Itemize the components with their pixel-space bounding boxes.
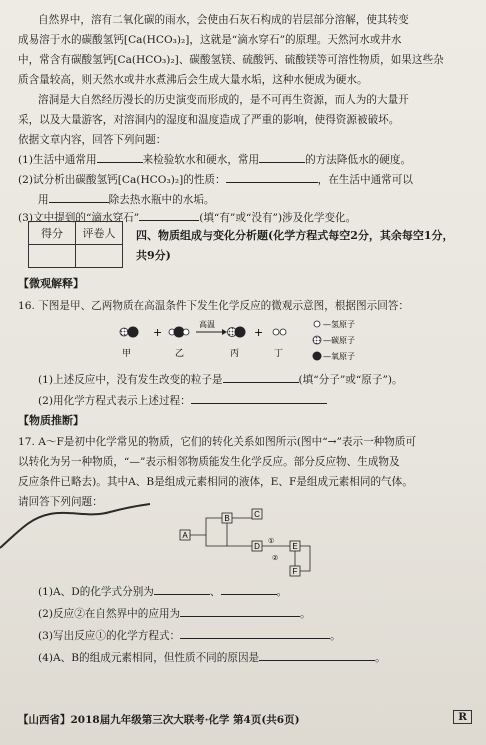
carbon-atom-icon [313, 336, 321, 344]
svg-text:—氢原子: —氢原子 [323, 320, 355, 329]
q16-stem: 16. 下图是甲、乙两物质在高温条件下发生化学反应的微观示意图，根据图示回答： [18, 300, 409, 312]
score-label: 得分 [29, 222, 76, 245]
q15-part3: (3)文中提到的“滴水穿石” (填“有”或“没有”)涉及化学变化。 [18, 208, 472, 228]
molecule-yi [169, 327, 189, 338]
answer-blank[interactable] [49, 190, 109, 203]
reaction-condition: 高温 [199, 320, 215, 329]
plus-sign: + [153, 326, 163, 339]
score-box [28, 221, 123, 268]
passage-line: 质含量较高，则天然水或井水煮沸后会生成大量水垢，这种水便成为硬水。 [18, 74, 368, 86]
answer-blank[interactable] [191, 391, 327, 404]
passage-line: 自然界中，溶有二氧化碳的雨水，会使由石灰石构成的岩层部分溶解，使其转变 [38, 14, 409, 26]
label-bing: 丙 [230, 349, 240, 359]
grader-label: 评卷人 [76, 222, 123, 245]
molecule-bing [228, 327, 246, 338]
q15-part2-cont: 用 除去热水瓶中的水垢。 [38, 190, 472, 210]
q15-part2: (2)试分析出碳酸氢钙[Ca(HCO₃)₂]的性质： ，在生活中通常可以 [18, 170, 472, 190]
footer-text: 【山西省】2018届九年级第三次大联考·化学 第4页(共6页) [18, 714, 300, 726]
passage-line: 采，以及大量游客，对溶洞内的湿度和温度造成了严重的影响，使得资源被破坏。 [18, 114, 400, 126]
reaction-diagram [0, 318, 486, 364]
section-title: 四、物质组成与变化分析题(化学方程式每空2分，其余每空1分， 共9分) [136, 229, 454, 262]
micro-header: 【微观解释】 [18, 277, 84, 290]
paper-crease [0, 470, 160, 550]
svg-text:B: B [224, 514, 230, 523]
page-footer [18, 712, 472, 727]
answer-blank[interactable] [180, 626, 330, 639]
passage-line: 溶洞是大自然经历漫长的历史演变而形成的，是不可再生资源，而人为的大量开 [38, 94, 409, 106]
svg-text:C: C [254, 510, 260, 519]
answer-blank[interactable] [139, 208, 199, 221]
svg-text:D: D [254, 542, 260, 551]
plus-sign: + [254, 326, 264, 339]
grader-cell[interactable] [76, 245, 123, 268]
passage-line: 成易溶于水的碳酸氢钙[Ca(HCO₃)₂]，这就是“滴水穿石”的原理。天然河水或井水 [18, 34, 402, 46]
svg-text:—碳原子: —碳原子 [323, 336, 355, 345]
svg-text:②: ② [272, 554, 279, 562]
conversion-diagram [150, 500, 350, 580]
svg-text:F: F [292, 567, 298, 576]
q17-part1: (1)A、D的化学式分别为 、 。 [38, 582, 472, 602]
q17-stem: 以转化为另一种物质，“—”表示相邻物质能发生化学反应。部分反应物、生成物及 [18, 456, 400, 468]
reaction-numbers [268, 537, 278, 562]
passage-line: 依据文章内容，回答下列问题： [18, 134, 167, 146]
q17-stem: 反应条件已略去)。其中A、B是组成元素相同的液体，E、F是组成元素相同的气体。 [18, 476, 413, 488]
answer-blank[interactable] [226, 170, 318, 183]
hydrogen-atom-icon [314, 321, 320, 327]
q17-part4: (4)A、B的组成元素相同，但性质不同的原因是 。 [38, 648, 472, 668]
q16-part2: (2)用化学方程式表示上述过程： [38, 391, 472, 411]
answer-blank[interactable] [154, 582, 210, 595]
q17-stem: 请回答下列问题： [18, 496, 103, 508]
svg-text:—氧原子: —氧原子 [323, 352, 355, 361]
q16-part1: (1)上述反应中，没有发生改变的粒子是 (填“分子”或“原子”)。 [38, 370, 472, 390]
answer-blank[interactable] [223, 370, 299, 383]
svg-text:A: A [182, 531, 188, 540]
page-badge: R [453, 710, 472, 724]
svg-text:E: E [292, 542, 298, 551]
q17-part2: (2)反应②在自然界中的应用为 。 [38, 604, 472, 624]
q17-stem: 17. A～F是初中化学常见的物质，它们的转化关系如图所示(图中“→”表示一种物质可 [18, 436, 417, 448]
molecule-jia [120, 327, 139, 338]
q17-part3: (3)写出反应①的化学方程式： 。 [38, 626, 472, 646]
arrow-head-icon [222, 329, 227, 335]
answer-blank[interactable] [180, 604, 300, 617]
answer-blank[interactable] [259, 150, 305, 163]
label-jia: 甲 [122, 349, 132, 359]
q15-part1: (1)生活中通常用 来检验软水和硬水，常用 的方法降低水的硬度。 [18, 150, 472, 170]
answer-blank[interactable] [221, 582, 277, 595]
atom-legend [313, 319, 356, 361]
score-cell[interactable] [29, 245, 76, 268]
answer-blank[interactable] [259, 648, 375, 661]
passage-line: 中，常含有碳酸氢钙[Ca(HCO₃)₂]、碳酸氢镁、硫酸钙、硫酸镁等可溶性物质，如果这些杂 [18, 54, 444, 66]
infer-header: 【物质推断】 [18, 414, 84, 427]
oxygen-atom-icon [313, 352, 322, 361]
label-ding: 丁 [274, 349, 284, 359]
answer-blank[interactable] [97, 150, 143, 163]
label-yi: 乙 [175, 349, 185, 359]
molecule-ding [273, 329, 286, 335]
svg-text:①: ① [268, 537, 275, 545]
